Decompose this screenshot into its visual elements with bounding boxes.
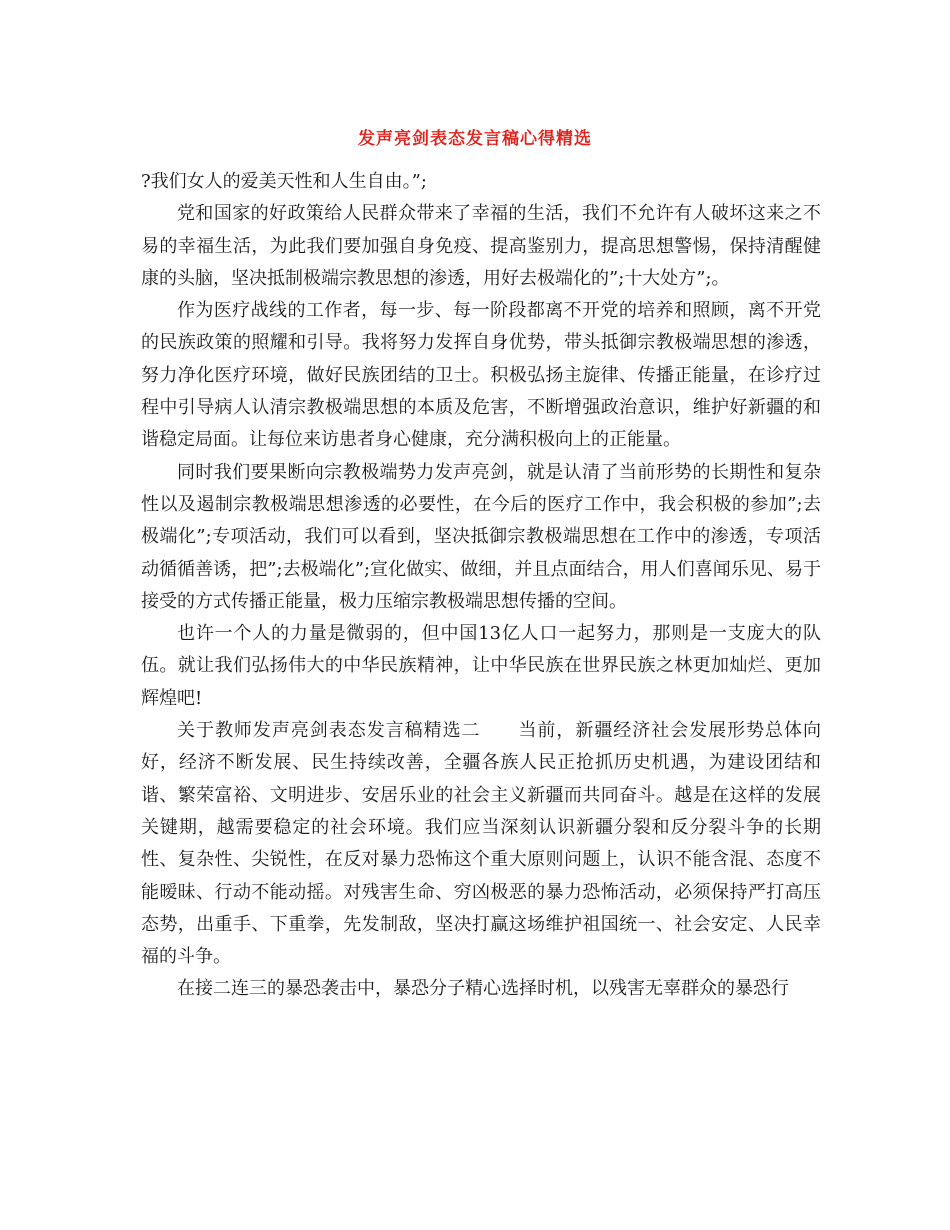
document-body bbox=[141, 166, 821, 1006]
paragraph-5: 也许一个人的力量是微弱的，但中国13亿人口一起努力，那则是一支庞大的队伍。就让我们弘扬伟大的中华民族精神，让中华民族在世界民族之林更加灿烂、更加辉煌吧! bbox=[141, 623, 821, 709]
paragraph-2: 党和国家的好政策给人民群众带来了幸福的生活，我们不允许有人破坏这来之不易的幸福生活，为此我们要加强自身免疫、提高鉴别力，提高思想警惕，保持清醒健康的头脑，坚决抵制极端宗教思想的渗透，用好去极端化的”;十大处方”;。 bbox=[141, 203, 821, 289]
paragraph-7: 在接二连三的暴恐袭击中，暴恐分子精心选择时机，以残害无辜群众的暴恐行 bbox=[177, 978, 789, 1000]
paragraph-1: ?我们女人的爱美天性和人生自由。”; bbox=[141, 171, 427, 192]
paragraph-4: 同时我们要果断向宗教极端势力发声亮剑，就是认清了当前形势的长期性和复杂性以及遏制宗教极端思想渗透的必要性，在今后的医疗工作中，我会积极的参加”;去极端化”;专项活动，我们可以看到，坚决抵御宗教极端思想在工作中的渗透，专项活动循循善诱，把”;去极端化”;宣化做实、做细，并且点面结合，用人们喜闻乐见、易于接受的方式传播正能量，极力压缩宗教极端思想传播的空间。 bbox=[141, 461, 821, 612]
document-title: 发声亮剑表态发言稿心得精选 bbox=[358, 129, 592, 149]
paragraph-3: 作为医疗战线的工作者，每一步、每一阶段都离不开党的培养和照顾，离不开党的民族政策的照耀和引导。我将努力发挥自身优势，带头抵御宗教极端思想的渗透，努力净化医疗环境，做好民族团结的卫士。积极弘扬主旋律、传播正能量，在诊疗过程中引导病人认清宗教极端思想的本质及危害，不断增强政治意识，维护好新疆的和谐稳定局面。让每位来访患者身心健康，充分满积极向上的正能量。 bbox=[141, 300, 821, 451]
paragraph-6: 关于教师发声亮剑表态发言稿精选二 当前，新疆经济社会发展形势总体向好，经济不断发展、民生持续改善，全疆各族人民正抢抓历史机遇，为建设团结和谐、繁荣富裕、文明进步、安居乐业的社会主义新疆而共同奋斗。越是在这样的发展关键期，越需要稳定的社会环境。我们应当深刻认识新疆分裂和反分裂斗争的长期性、复杂性、尖锐性，在反对暴力恐怖这个重大原则问题上，认识不能含混、态度不能暧昧、行动不能动摇。对残害生命、穷凶极恶的暴力恐怖活动，必须保持严打高压态势，出重手、下重拳，先发制敌，坚决打赢这场维护祖国统一、社会安定、人民幸福的斗争。 bbox=[141, 720, 821, 968]
